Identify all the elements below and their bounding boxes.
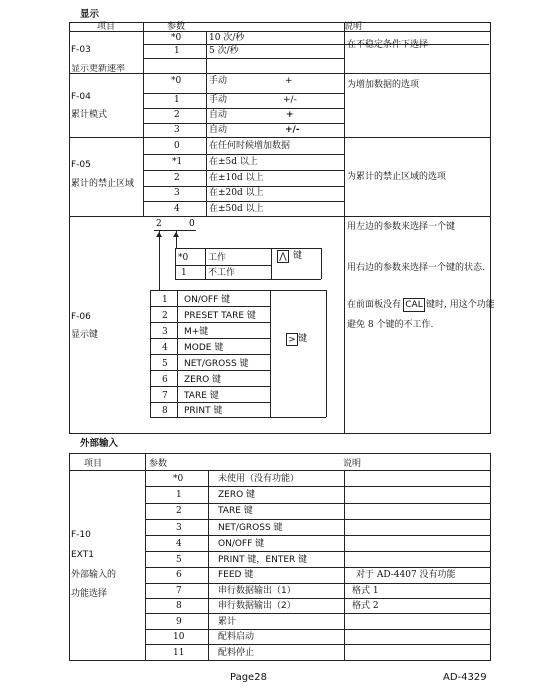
f06-desc-3a: 在前面板没有 bbox=[347, 300, 402, 310]
f05-value-4: 在±50d 以上 bbox=[209, 204, 264, 214]
f04-sign-1: +/- bbox=[283, 95, 297, 105]
f10-value: 串行数据输出（1） bbox=[218, 586, 296, 596]
f06-key-value-0: ON/OFF 键 bbox=[184, 295, 231, 305]
f04-value-2: 自动 bbox=[209, 110, 228, 120]
f06-key-value-7: PRINT 键 bbox=[184, 406, 223, 416]
f10-value: ZERO 键 bbox=[218, 490, 256, 500]
f03-param-0: *0 bbox=[171, 33, 182, 43]
f10-value: 配料停止 bbox=[218, 648, 255, 658]
header-param: 参数 bbox=[167, 22, 186, 32]
f05-code: F-05 bbox=[71, 160, 91, 170]
f06-desc-1: 用左边的参数来选择一个键 bbox=[347, 222, 456, 232]
f03-name-clip bbox=[70, 64, 142, 72]
f04-param-2: 2 bbox=[174, 110, 180, 120]
f04-code: F-04 bbox=[71, 92, 91, 102]
f06-arrow-left-head bbox=[156, 232, 162, 237]
f10-param: 9 bbox=[176, 617, 182, 627]
f06-state-param-1: 1 bbox=[181, 268, 187, 278]
f05-desc: 为累计的禁止区域的选项 bbox=[347, 172, 447, 182]
f10-name-1: 外部输入的 bbox=[71, 570, 117, 580]
sec2-header-desc: 说明 bbox=[343, 459, 362, 469]
f06-key-value-4: NET/GROSS 键 bbox=[184, 359, 249, 369]
f06-key-param-6: 7 bbox=[162, 391, 168, 401]
f05-param-4: 4 bbox=[174, 204, 180, 214]
f06-key-value-2: M+键 bbox=[184, 327, 209, 337]
f10-param: 7 bbox=[176, 586, 182, 596]
f06-digit-left: 2 bbox=[156, 219, 162, 229]
f10-param: *0 bbox=[173, 474, 184, 484]
f06-arrow-left-line bbox=[159, 231, 160, 290]
model-number: AD-4329 bbox=[443, 672, 487, 683]
f03-value-0: 10 次/秒 bbox=[209, 33, 245, 43]
f03-value-1: 5 次/秒 bbox=[209, 46, 239, 56]
f06-key-param-0: 1 bbox=[162, 295, 168, 305]
f06-state-value-0: 工作 bbox=[208, 253, 227, 263]
f10-code: F-10 bbox=[71, 530, 91, 540]
f10-value: 串行数据输出（2） bbox=[218, 601, 296, 611]
f10-param: 1 bbox=[176, 490, 182, 500]
f10-param: 4 bbox=[176, 539, 182, 549]
f06-desc-2: 用右边的参数来选择一个键的状态. bbox=[347, 263, 485, 273]
f10-sub: EXT1 bbox=[71, 550, 94, 560]
f06-desc-4: 避免 8 个键的不工作. bbox=[347, 320, 434, 330]
f10-value: 未使用（没有功能） bbox=[218, 474, 300, 484]
f05-param-0: 0 bbox=[174, 141, 180, 151]
f04-sign-0: + bbox=[285, 76, 293, 86]
f06-key-value-6: TARE 键 bbox=[184, 391, 219, 401]
f05-value-2: 在±10d 以上 bbox=[209, 173, 264, 183]
f06-key-value-5: ZERO 键 bbox=[184, 375, 222, 385]
cal-key-icon: CAL bbox=[403, 298, 425, 312]
up-key-icon: ⋀ bbox=[277, 250, 289, 263]
f04-param-3: 3 bbox=[174, 125, 180, 135]
f04-value-1: 手动 bbox=[209, 95, 228, 105]
f04-sign-2: + bbox=[286, 110, 294, 120]
f10-value: ON/OFF 键 bbox=[218, 539, 265, 549]
f06-key-param-3: 4 bbox=[162, 343, 168, 353]
f04-value-0: 手动 bbox=[209, 76, 228, 86]
header-desc: 说明 bbox=[344, 22, 363, 32]
f10-param: 2 bbox=[176, 506, 182, 516]
f05-value-1: 在±5d 以上 bbox=[209, 157, 258, 167]
f06-key-suffix: 键 bbox=[298, 334, 308, 344]
f06-name: 显示键 bbox=[71, 330, 99, 340]
f05-param-2: 2 bbox=[174, 173, 180, 183]
f04-value-3: 自动 bbox=[209, 125, 228, 135]
sec2-header-param: 参数 bbox=[149, 459, 168, 469]
f05-param-1: *1 bbox=[172, 157, 183, 167]
f06-digit-underline bbox=[154, 230, 196, 231]
right-key-icon: > bbox=[286, 333, 298, 346]
sec2-header-item: 项目 bbox=[84, 459, 103, 469]
section-title-display: 显示 bbox=[80, 9, 100, 20]
f06-state-suffix: 键 bbox=[293, 251, 303, 261]
f10-param: 3 bbox=[176, 523, 182, 533]
f10-param: 8 bbox=[176, 601, 182, 611]
f04-sign-3: +/- bbox=[285, 125, 300, 135]
f10-desc: 格式 1 bbox=[352, 586, 379, 596]
f06-key-param-2: 3 bbox=[162, 327, 168, 337]
section-title-external-input: 外部输入 bbox=[80, 438, 119, 449]
f10-value: TARE 键 bbox=[218, 506, 253, 516]
f06-state-value-1: 不工作 bbox=[208, 268, 236, 278]
f10-param: 11 bbox=[173, 648, 185, 658]
f05-param-3: 3 bbox=[174, 188, 180, 198]
f06-key-value-1: PRESET TARE 键 bbox=[184, 311, 256, 321]
f06-state-param-0: *0 bbox=[178, 253, 189, 263]
f05-value-3: 在±20d 以上 bbox=[209, 188, 264, 198]
f05-name: 累计的禁止区域 bbox=[71, 179, 135, 189]
f06-key-param-1: 2 bbox=[162, 311, 168, 321]
f03-name: 显示更新速率 bbox=[71, 64, 126, 72]
f10-desc: 对于 AD-4407 没有功能 bbox=[356, 570, 456, 580]
f06-arrow-right-head bbox=[173, 232, 179, 237]
f10-param: 10 bbox=[173, 632, 185, 642]
f06-key-param-7: 8 bbox=[162, 406, 168, 416]
f03-desc: 在不稳定条件下选择 bbox=[347, 40, 429, 50]
f03-code: F-03 bbox=[71, 45, 91, 55]
f10-value: PRINT 键，ENTER 键 bbox=[218, 555, 308, 565]
header-item: 项目 bbox=[97, 22, 116, 32]
page-number: Page28 bbox=[230, 672, 267, 683]
f10-value: FEED 键 bbox=[218, 570, 254, 580]
f10-value: 累计 bbox=[218, 617, 237, 627]
f04-param-0: *0 bbox=[171, 76, 182, 86]
f04-desc: 为增加数据的选项 bbox=[347, 80, 420, 90]
f06-key-param-5: 6 bbox=[162, 375, 168, 385]
f06-desc-3b: 键时, 用这个功能 bbox=[426, 300, 495, 310]
f05-value-0: 在任何时候增加数据 bbox=[209, 141, 291, 151]
f10-desc: 格式 2 bbox=[352, 601, 379, 611]
f10-name-2: 功能选择 bbox=[71, 589, 108, 599]
f06-code: F-06 bbox=[71, 312, 91, 322]
f10-value: 配料启动 bbox=[218, 632, 255, 642]
f10-value: NET/GROSS 键 bbox=[218, 523, 283, 533]
f04-param-1: 1 bbox=[174, 95, 180, 105]
f04-name: 累计模式 bbox=[71, 110, 108, 120]
f10-param: 5 bbox=[176, 555, 182, 565]
f03-param-1: 1 bbox=[174, 46, 180, 56]
f06-key-value-3: MODE 键 bbox=[184, 343, 224, 353]
f06-key-param-4: 5 bbox=[162, 359, 168, 369]
f10-param: 6 bbox=[176, 570, 182, 580]
f06-digit-right: 0 bbox=[189, 219, 195, 229]
